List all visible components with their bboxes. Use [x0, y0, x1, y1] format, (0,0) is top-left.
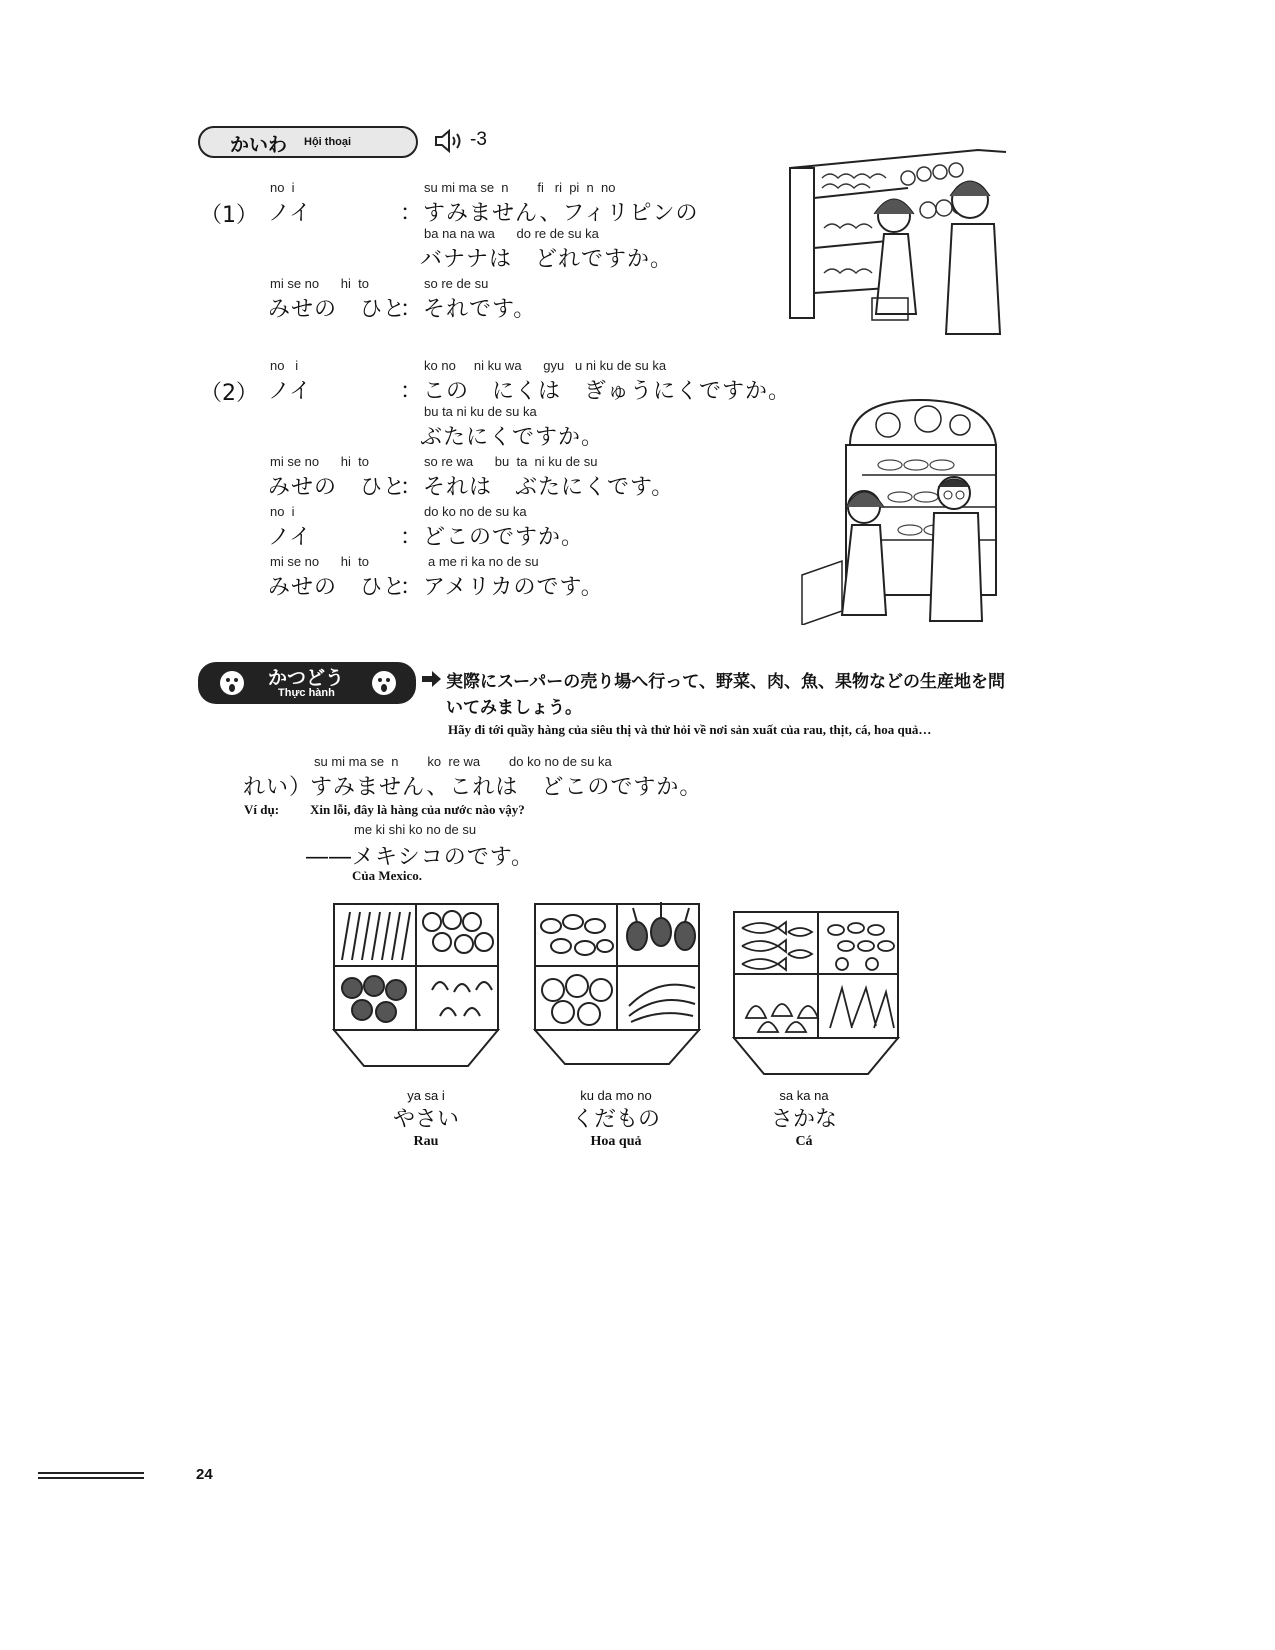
audio-track-number: -3 [470, 129, 487, 150]
example-question: すみません、これは どこのですか。 [310, 775, 703, 800]
d1-l2-text-ruby: ba na na wa do re de su ka [424, 226, 599, 241]
d2-l4-text-ruby: do ko no de su ka [424, 504, 527, 519]
footer-rule [38, 1472, 144, 1479]
katsudou-instruction-jp-2: いてみましょう。 [446, 698, 582, 718]
example-question-ruby: su mi ma se n ko re wa do ko no de su ka [314, 754, 612, 769]
caption-vegetable-ruby: ya sa i [407, 1088, 445, 1103]
d2-l4-speaker-ruby: no i [270, 504, 295, 519]
arrow-right-icon [422, 670, 442, 688]
d2-l3-text-ruby: so re wa bu ta ni ku de su [424, 454, 598, 469]
d2-l1-speaker-ruby: no i [270, 358, 299, 373]
example-label: れい） [243, 775, 313, 800]
speaker-icon [434, 129, 468, 153]
d1-l1-text: ：すみません、フィリピンの [400, 201, 699, 226]
d2-l4-speaker: ノイ [268, 525, 313, 550]
face-icon-right [370, 669, 398, 697]
page-number: 24 [196, 1466, 213, 1483]
example-answer: ――メキシコのです。 [306, 845, 535, 870]
d1-l2-text: バナナは どれですか。 [420, 247, 674, 272]
katsudou-subtitle: Thực hành [278, 687, 335, 699]
dialogue2-number: （2） [200, 381, 258, 406]
d2-l2-text-ruby: bu ta ni ku de su ka [424, 404, 537, 419]
katsudou-title: かつどう [268, 667, 345, 689]
d2-l1-text-ruby: ko no ni ku wa gyu u ni ku de su ka [424, 358, 667, 373]
kaiwa-title: かいわ [230, 134, 288, 156]
caption-fish-jp: さかな [770, 1107, 837, 1132]
kaiwa-subtitle: Hội thoại [304, 136, 352, 148]
caption-vegetable-jp: やさい [392, 1107, 459, 1132]
d2-l1-text: ：この にくは ぎゅうにくですか。 [400, 379, 792, 404]
d1-l3-speaker-ruby: mi se no hi to [270, 276, 369, 291]
d2-l3-speaker: みせの ひと [268, 475, 407, 500]
d1-l3-speaker: みせの ひと [268, 297, 407, 322]
face-icon-left [218, 669, 246, 697]
fish-bin-illustration [732, 908, 902, 1078]
example-question-vi: Xin lỗi, đây là hàng của nước nào vậy? [310, 802, 525, 817]
d1-l1-speaker-ruby: no i [270, 180, 295, 195]
d1-l3-text: ：それです。 [400, 297, 537, 322]
fruit-stand-illustration [788, 148, 1013, 338]
d2-l5-text-ruby: a me ri ka no de su [428, 554, 539, 569]
fruit-bin-illustration [533, 896, 708, 1066]
d2-l5-text: ：アメリカのです。 [400, 575, 604, 600]
meat-counter-illustration [800, 395, 1000, 625]
example-vi-label: Ví dụ: [244, 802, 280, 817]
d1-l1-speaker: ノイ [268, 201, 313, 226]
d2-l4-text: ：どこのですか。 [400, 525, 585, 550]
d1-l3-text-ruby: so re de su [424, 276, 489, 291]
kaiwa-header [198, 126, 418, 158]
vegetable-bin-illustration [332, 900, 502, 1070]
caption-fish-ruby: sa ka na [779, 1088, 829, 1103]
dialogue1-number: （1） [200, 203, 258, 228]
caption-fish-vi: Cá [795, 1134, 813, 1149]
d1-l1-text-ruby: su mi ma se n fi ri pi n no [424, 180, 616, 195]
example-answer-ruby: me ki shi ko no de su [354, 822, 477, 837]
katsudou-instruction-jp-1: 実際にスーパーの売り場へ行って、野菜、肉、魚、果物などの生産地を問 [446, 672, 1005, 692]
caption-vegetable-vi: Rau [413, 1134, 439, 1149]
caption-fruit-ruby: ku da mo no [580, 1088, 652, 1103]
d2-l2-text: ぶたにくですか。 [420, 425, 605, 450]
d2-l5-speaker-ruby: mi se no hi to [270, 554, 369, 569]
caption-fruit-jp: くだもの [571, 1107, 660, 1132]
caption-fruit-vi: Hoa quả [590, 1134, 642, 1149]
katsudou-instruction-vi: Hãy đi tới quầy hàng của siêu thị và thử hỏi về nơi sản xuất của rau, thịt, cá, hoa quả… [448, 722, 932, 737]
d2-l5-speaker: みせの ひと [268, 575, 407, 600]
katsudou-header [198, 662, 416, 704]
d2-l1-speaker: ノイ [268, 379, 313, 404]
d2-l3-text: ：それは ぶたにくです。 [400, 475, 675, 500]
example-answer-vi: Của Mexico. [352, 868, 423, 883]
d2-l3-speaker-ruby: mi se no hi to [270, 454, 369, 469]
